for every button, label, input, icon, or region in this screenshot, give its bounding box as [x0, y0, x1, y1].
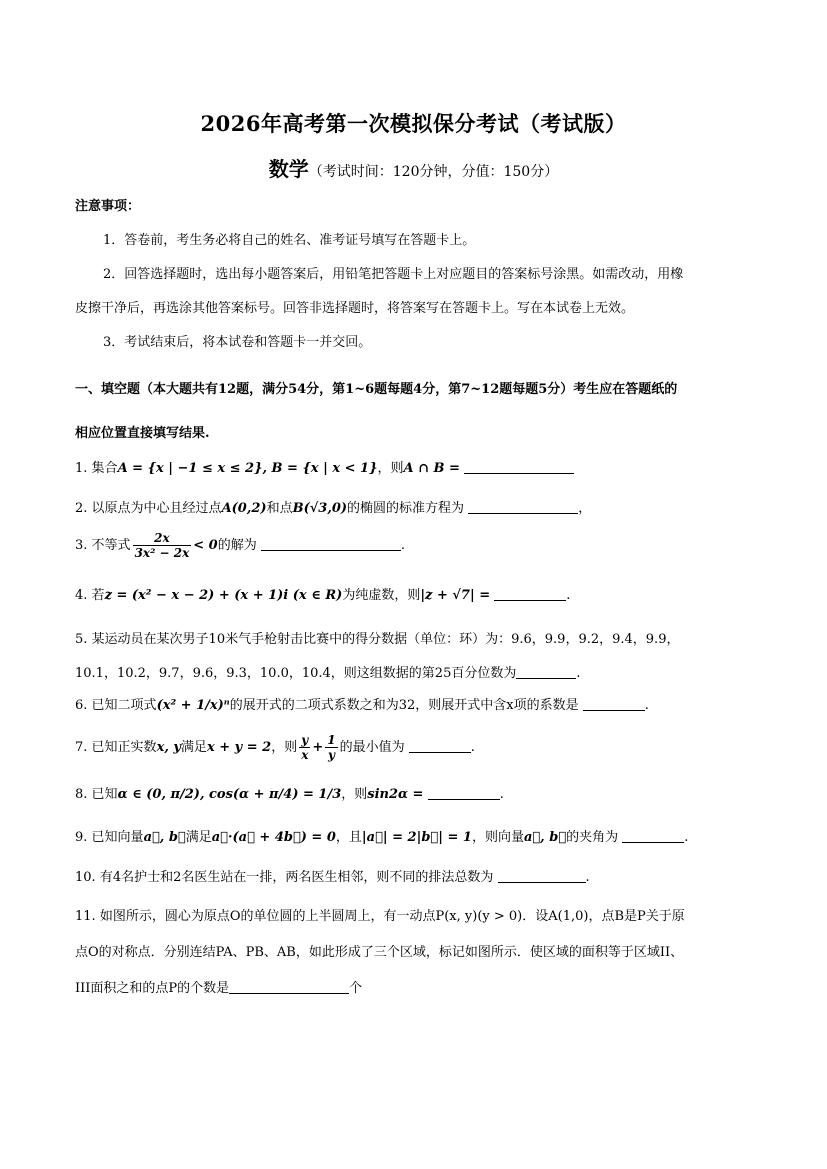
notice-heading: 注意事项： [75, 199, 141, 214]
subject-label: 数学 [268, 157, 309, 181]
question-7: 7. 已知正实数x, y满足x + y = 2，则 $\frac{y}{x}$ + $\frac{1}{y}$ 的最小值为 . [75, 733, 475, 762]
question-9: 9. 已知向量a⃗, b⃗满足a⃗·(a⃗ + 4b⃗) = 0，且|a⃗| = 2|b⃗| = 1，则向量a⃗, b⃗的夹角为 . [75, 830, 689, 845]
question-6: 6. 已知二项式(x² + 1/x)ⁿ的展开式的二项式系数之和为32，则展开式中含x项的系数是 . [75, 698, 649, 713]
section-heading-line-1: 一、填空题（本大题共有12题，满分54分，第1~6题每题4分，第7~12题每题5分）考生应在答题纸的 [75, 382, 678, 397]
question-1: 1. 集合A = {x | −1 ≤ x ≤ 2}, B = {x | x < 1}，则A ∩ B = [75, 457, 765, 476]
fraction: $\frac{1}{y}$ [327, 733, 336, 762]
answer-blank[interactable] [464, 459, 574, 474]
question-3: 3. 不等式 $\frac{2x}{\text{3x² − 2x}}$ < 0的解为 . [75, 531, 406, 560]
notice-item-2-cont: 皮擦干净后，再选涂其他答案标号。回答非选择题时，将答案写在答题卡上。写在本试卷上无效。 [75, 301, 635, 316]
question-2: 2. 以原点为中心且经过点A(0,2)和点B(√3,0)的椭圆的标准方程为 ， [75, 501, 592, 516]
answer-blank[interactable] [494, 586, 566, 601]
answer-blank[interactable] [498, 868, 586, 883]
answer-blank[interactable] [428, 785, 500, 800]
section-heading [75, 368, 755, 456]
notice-section [75, 190, 755, 360]
question-8: 8. 已知α ∈ (0, π/2), cos(α + π/4) = 1/3，则sin2α = . [75, 787, 504, 802]
notice-item-2: 2．回答选择题时，选出每小题答案后，用铅笔把答题卡上对应题目的答案标号涂黑。如需改动，用橡 [103, 267, 684, 282]
notice-item-3: 3．考试结束后，将本试卷和答题卡一并交回。 [103, 335, 372, 350]
fraction: $\frac{y}{x}$ [301, 733, 309, 762]
answer-blank[interactable] [261, 536, 401, 551]
exam-title: 2026年高考第一次模拟保分考试（考试版） [200, 111, 627, 136]
question-4: 4. 若z = (x² − x − 2) + (x + 1)i (x ∈ R)为纯虚数，则|z + √7| = . [75, 588, 571, 603]
section-heading-line-2: 相应位置直接填写结果. [75, 426, 210, 441]
answer-blank[interactable] [229, 979, 349, 994]
answer-blank[interactable] [622, 828, 684, 843]
fraction: $\frac{2x}{\text{3x² − 2x}}$ [134, 531, 190, 560]
exam-info: （考试时间：120分钟，分值：150分） [308, 164, 559, 180]
answer-blank[interactable] [468, 499, 578, 514]
question-11: 11. 如图所示，圆心为原点O的单位圆的上半圆周上，有一动点P(x, y)(y > 0)．设A(1,0)，点B是P关于原 点O的对称点．分别连结PA、PB、AB，如此形成了三个区域，标记如图所示．使区域的面积等于区域II、 III面积之和的点P的个数是 个 [75, 909, 685, 996]
exam-subtitle [0, 153, 827, 182]
question-10: 10. 有4名护士和2名医生站在一排，两名医生相邻，则不同的排法总数为 . [75, 870, 590, 885]
answer-blank[interactable] [516, 664, 576, 679]
notice-item-1: 1．答卷前，考生务必将自己的姓名、准考证号填写在答题卡上。 [103, 233, 476, 248]
answer-blank[interactable] [583, 696, 645, 711]
answer-blank[interactable] [409, 738, 471, 753]
question-5: 5. 某运动员在某次男子10米气手枪射击比赛中的得分数据（单位：环）为：9.6，9.9，9.2，9.4，9.9， 10.1，10.2，9.7，9.6，9.3，10.0，10.4，则这组数据的第25百分位数为 . [75, 632, 680, 681]
